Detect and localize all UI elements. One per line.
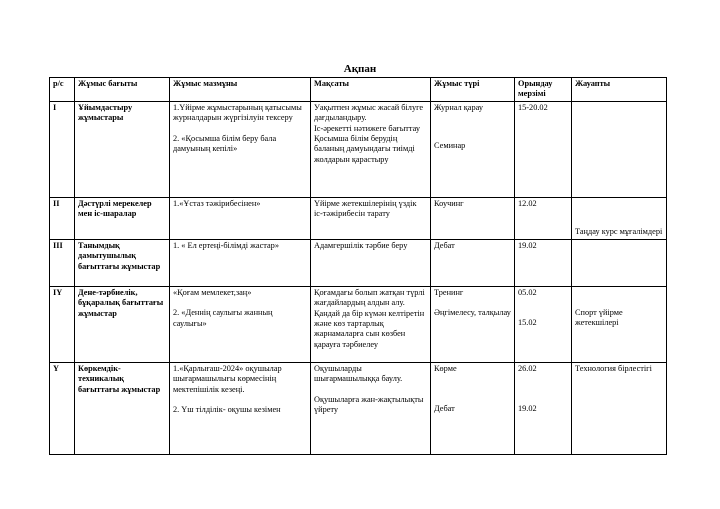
goal-item: Уақытпен жұмыс жасай білуге дағдыландыру. bbox=[314, 102, 424, 123]
type-item: Журнал қарау bbox=[434, 102, 484, 112]
table-row bbox=[50, 286, 667, 362]
row-goal: Адамгершілік тәрбие беру bbox=[311, 239, 431, 286]
header-type: Жұмыс түрі bbox=[431, 78, 515, 102]
header-content: Жұмыс мазмұны bbox=[170, 78, 311, 102]
row-goal bbox=[311, 101, 431, 197]
row-deadline bbox=[515, 286, 572, 362]
row-content bbox=[170, 286, 311, 362]
content-item: «Қоғам мемлекет,заң» bbox=[173, 287, 252, 297]
table-row bbox=[50, 101, 667, 197]
header-deadline: Орындау мерзімі bbox=[515, 78, 572, 102]
row-type: Коучинг bbox=[431, 197, 515, 239]
row-number: IY bbox=[50, 286, 75, 362]
row-direction: Ұйымдастыру жұмыстары bbox=[75, 101, 170, 197]
type-item: Көрме bbox=[434, 363, 457, 373]
row-direction: Танымдық дамытушылық бағыттағы жұмыстар bbox=[75, 239, 170, 286]
row-responsible: Таңдау курс мұғалімдері bbox=[572, 197, 667, 239]
row-number: III bbox=[50, 239, 75, 286]
row-goal bbox=[311, 362, 431, 454]
table-row bbox=[50, 239, 667, 286]
deadline-item: 26.02 bbox=[518, 363, 537, 373]
row-goal: Қоғамдағы болып жатқан түрлі жағдайлардың алдын алу. Қандай да бір күмән келтіретін және көз тартарлық жарнамаларға сын көзбен қарауға тәрбиелеу bbox=[311, 286, 431, 362]
row-responsible: Спорт үйірме жетекшілері bbox=[572, 286, 667, 362]
type-item: Тренинг bbox=[434, 287, 464, 297]
deadline-item: 15.02 bbox=[518, 318, 537, 328]
row-responsible: Технология бірлестігі bbox=[572, 362, 667, 454]
page-title: Ақпан bbox=[343, 63, 377, 75]
row-content: 1. « Ел ертеңі-білімді жастар» bbox=[170, 239, 311, 286]
row-content: 1.«Ұстаз тәжірибесінен» bbox=[170, 197, 311, 239]
row-direction: Көркемдік-техникалық бағыттағы жұмыстар bbox=[75, 362, 170, 454]
row-number: II bbox=[50, 197, 75, 239]
row-type bbox=[431, 362, 515, 454]
header-responsible: Жауапты bbox=[572, 78, 667, 102]
row-content bbox=[170, 101, 311, 197]
type-item: Әңгімелесу, талқылау bbox=[434, 308, 511, 318]
type-item: Семинар bbox=[434, 141, 466, 151]
row-content bbox=[170, 362, 311, 454]
table-header-row bbox=[50, 78, 667, 102]
deadline-item: 19.02 bbox=[518, 404, 537, 414]
row-deadline: 19.02 bbox=[515, 239, 572, 286]
row-number: I bbox=[50, 101, 75, 197]
row-responsible bbox=[572, 239, 667, 286]
deadline-item: 05.02 bbox=[518, 287, 537, 297]
header-goal: Мақсаты bbox=[311, 78, 431, 102]
row-deadline: 15-20.02 bbox=[515, 101, 572, 197]
goal-item: Іс-әрекетті нәтижеге бағыттау bbox=[314, 123, 421, 133]
content-item: 2. «Деннің саулығы жанның саулығы» bbox=[173, 308, 273, 328]
header-direction: Жұмыс бағыты bbox=[75, 78, 170, 102]
row-responsible bbox=[572, 101, 667, 197]
type-item: Дебат bbox=[434, 404, 455, 414]
content-item: 2. «Қосымша білім беру бала дамуының кепілі» bbox=[173, 133, 277, 154]
row-goal: Үйірме жетекшілерінің үздік іс-тәжірибесін тарату bbox=[311, 197, 431, 239]
content-item: 1.Үйірме жұмыстарының қатысымы журналдарын жүргізілуін тексеру bbox=[173, 102, 302, 123]
plan-table bbox=[49, 77, 667, 455]
table-row bbox=[50, 362, 667, 454]
goal-item: Оқушыларды шығармашылыққа баулу. bbox=[314, 363, 403, 384]
content-item: 1.«Қарлығаш-2024» оқушылар шығармашылығы көрмесінің мектепішілік кезеңі. bbox=[173, 363, 282, 394]
table-row bbox=[50, 197, 667, 239]
header-number: р/с bbox=[50, 78, 75, 102]
content-item: 2. Үш тілділік- оқушы кезімен bbox=[173, 405, 281, 415]
row-number: Y bbox=[50, 362, 75, 454]
row-type: Дебат bbox=[431, 239, 515, 286]
row-direction: Дене-тәрбиелік, бұқаралық бағыттағы жұмыстар bbox=[75, 286, 170, 362]
row-deadline bbox=[515, 362, 572, 454]
row-type bbox=[431, 101, 515, 197]
row-direction: Дәстүрлі мерекелер мен іс-шаралар bbox=[75, 197, 170, 239]
row-deadline: 12.02 bbox=[515, 197, 572, 239]
row-type bbox=[431, 286, 515, 362]
goal-item: Қосымша білім берудің баланың дамуындағы тиімді жолдарын қарастыру bbox=[314, 134, 415, 164]
goal-item: Оқушыларға жан-жақтылықты үйрету bbox=[314, 394, 424, 415]
